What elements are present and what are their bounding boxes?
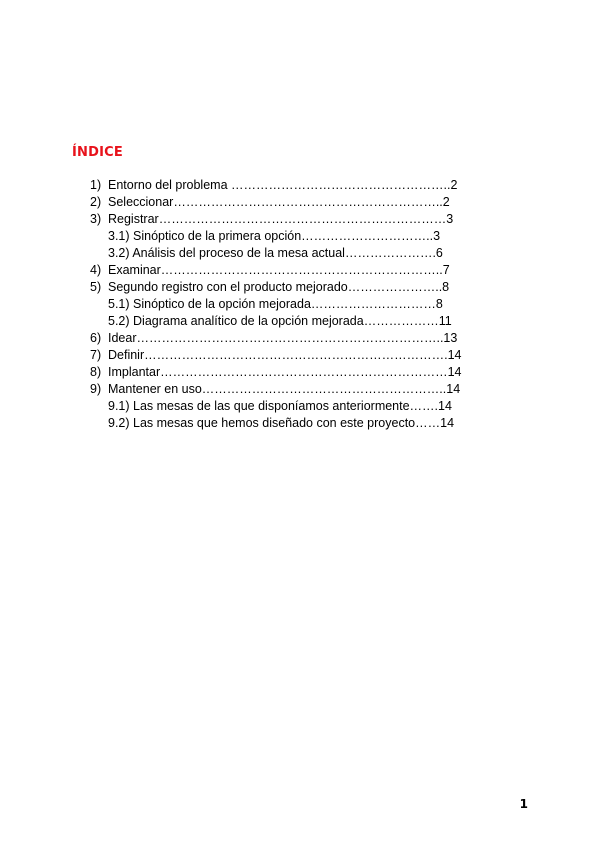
toc-entry-text: 5.1) Sinóptico de la opción mejorada…………………………8: [108, 297, 443, 311]
toc-entry-number: 4): [90, 263, 102, 277]
toc-entry-number: 1): [90, 178, 102, 192]
toc-entry-number: 9): [90, 382, 102, 396]
toc-entry-text: 3.1) Sinóptico de la primera opción…………………………..3: [108, 229, 441, 243]
toc-entry-text: 5.2) Diagrama analítico de la opción mejorada………………11: [108, 314, 452, 328]
toc-entry-text: 9.1) Las mesas de las que disponíamos anteriormente…….14: [108, 399, 452, 413]
toc-entry-text: Examinar…………………………………………………………..7: [108, 263, 450, 277]
toc-entry-text: Seleccionar………………………………………………………..2: [108, 195, 450, 209]
page-number: 1: [519, 797, 528, 811]
toc-entry-text: 3.2) Análisis del proceso de la mesa actual………………….6: [108, 246, 443, 260]
toc-entry-number: 3): [90, 212, 102, 226]
toc-entry-number: 7): [90, 348, 102, 362]
toc-entry-text: Mantener en uso…………………………………………………..14: [108, 382, 461, 396]
toc-entry-text: Entorno del problema ……………………………………………..2: [108, 178, 458, 192]
toc-entry-text: 9.2) Las mesas que hemos diseñado con este proyecto……14: [108, 416, 455, 430]
toc-entry-text: Registrar……………………………………………………………3: [108, 212, 454, 226]
toc-entry-text: Implantar……………………………………………………………14: [108, 365, 462, 379]
toc-entry-text: Segundo registro con el producto mejorado…………………..8: [108, 280, 450, 294]
toc-entry-number: 6): [90, 331, 102, 345]
index-title: ÍNDICE: [72, 145, 123, 160]
toc-entry-text: Definir……………………………………………………………….14: [108, 348, 462, 362]
toc-entry-text: Idear………………………………………………………………..13: [108, 331, 458, 345]
toc-entry-number: 5): [90, 280, 102, 294]
toc-entry-number: 2): [90, 195, 102, 209]
toc-entry-number: 8): [90, 365, 102, 379]
